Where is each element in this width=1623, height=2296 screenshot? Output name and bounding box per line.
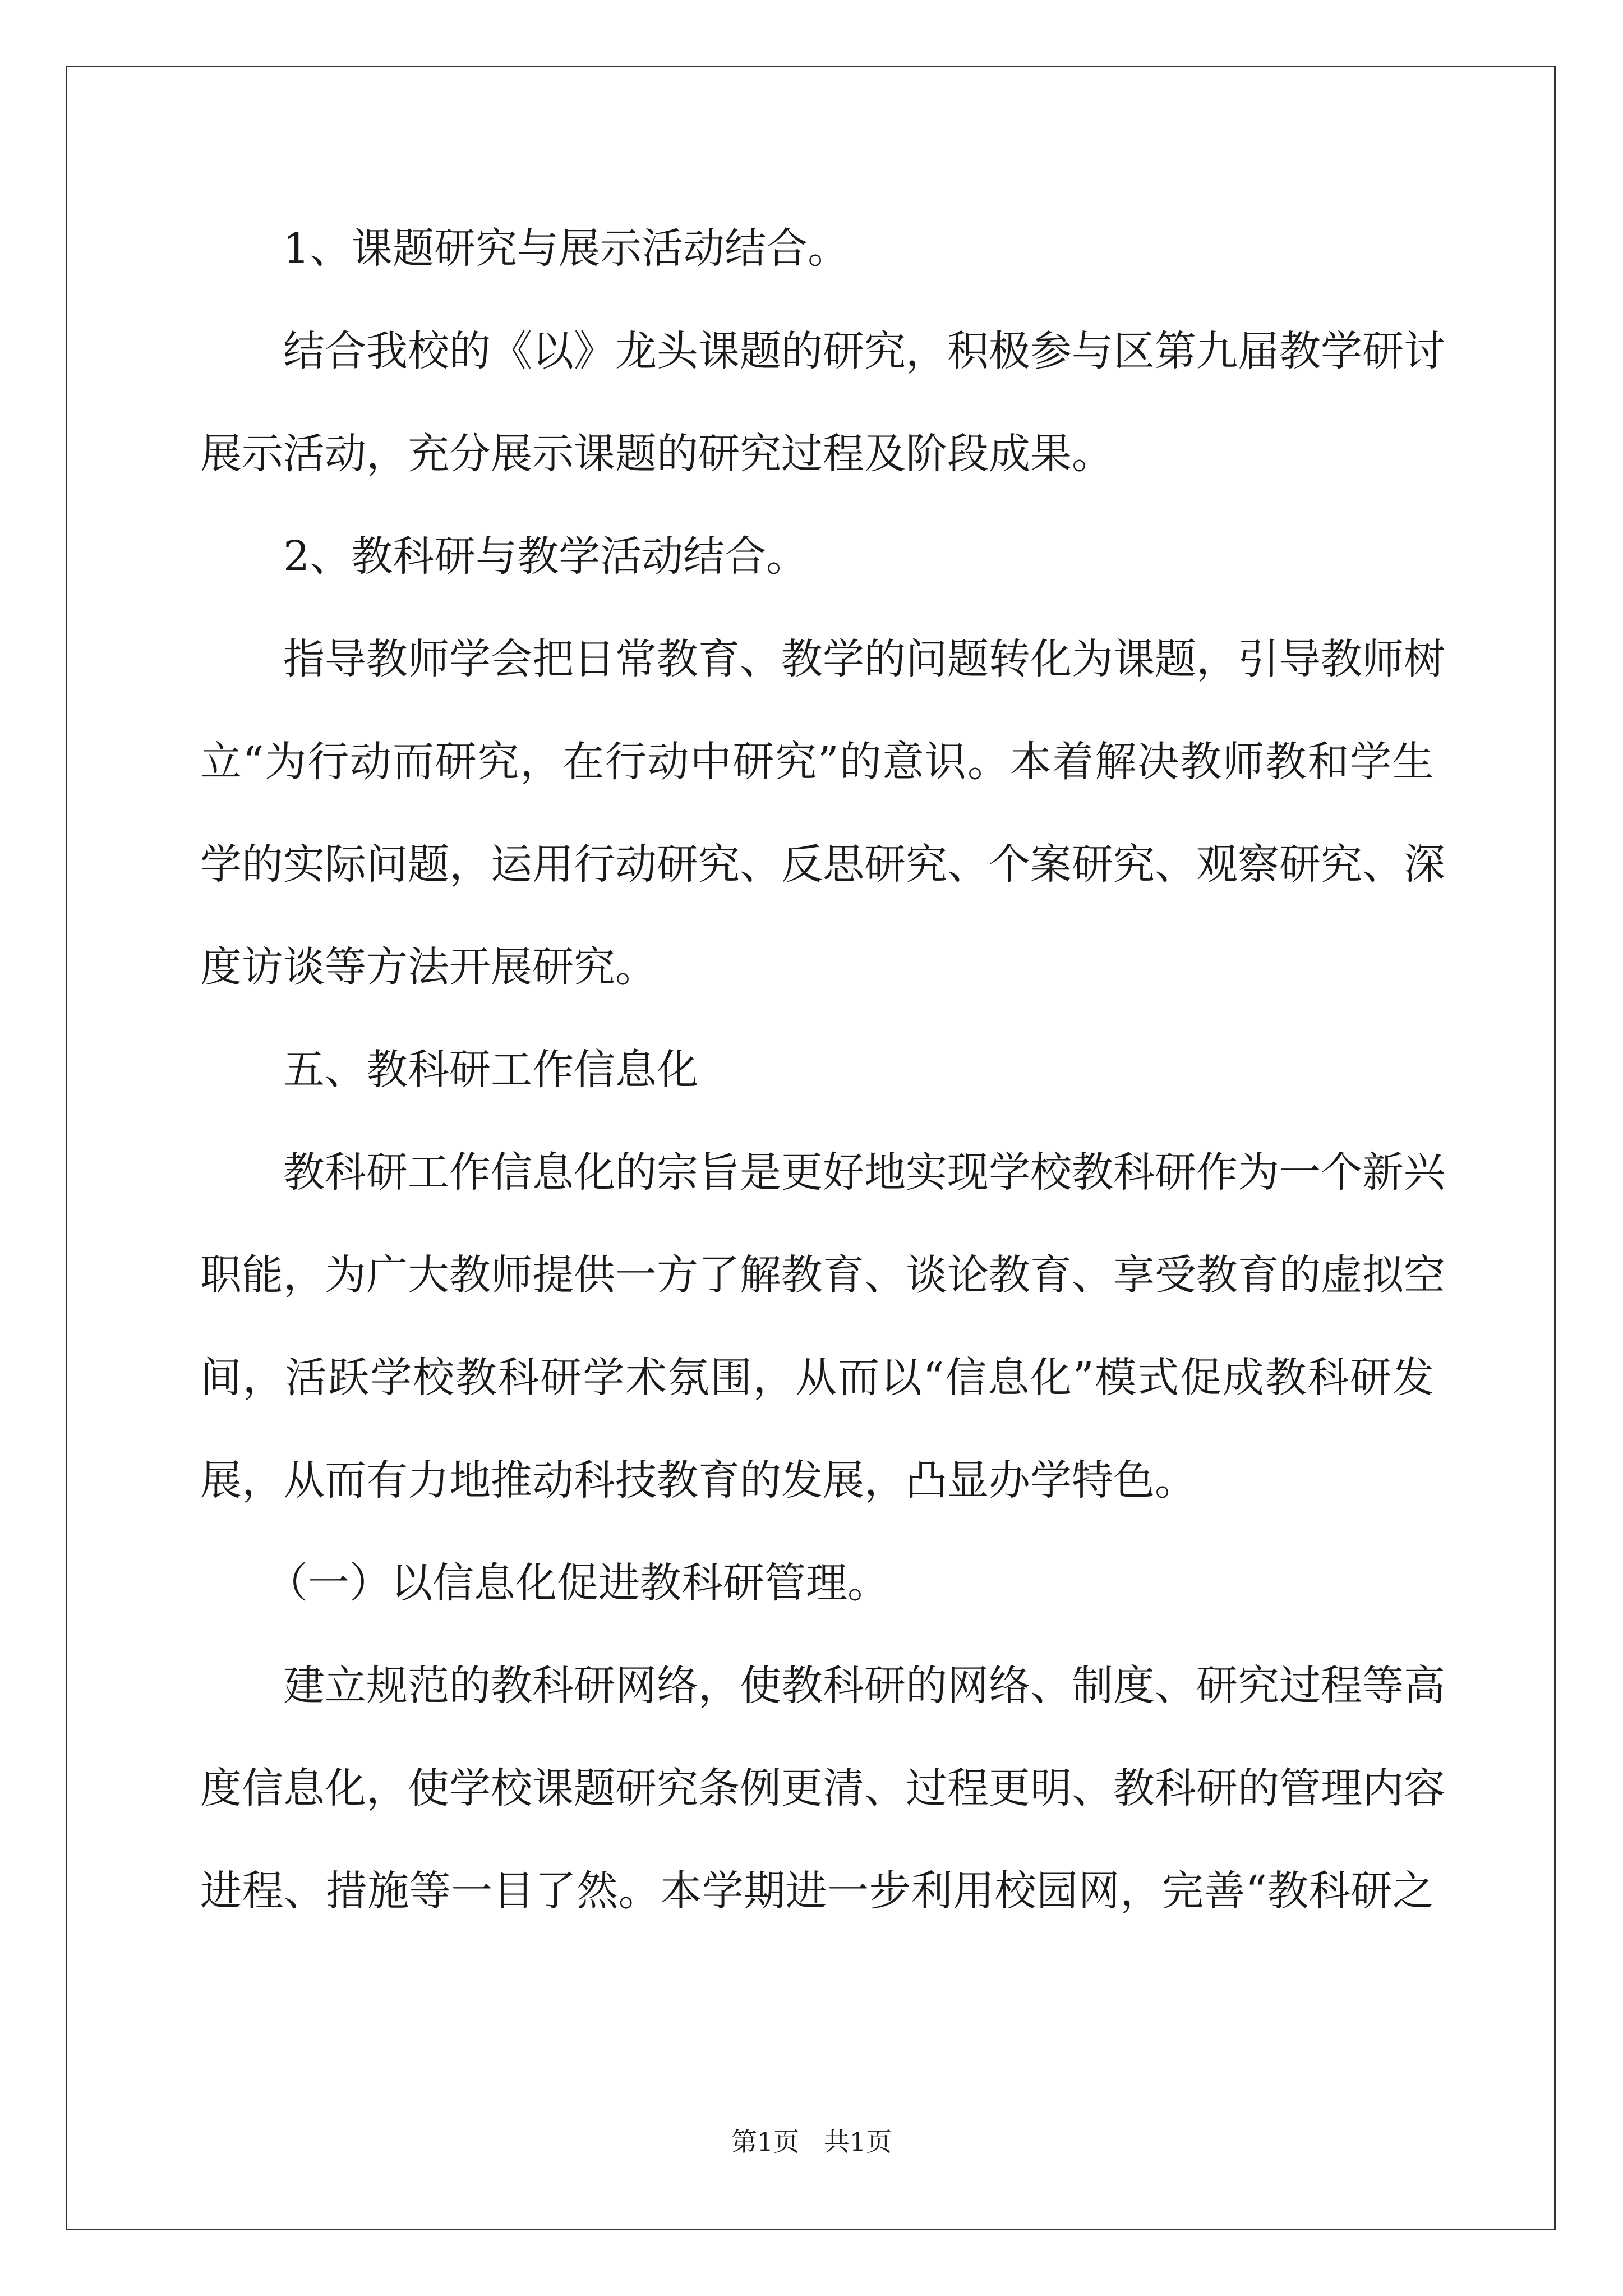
paragraph-line: 建立规范的教科研网络，使教科研的网络、制度、研究过程等高 — [283, 1662, 1445, 1710]
paragraph-line: 结合我校的《以》龙头课题的研究，积极参与区第九届教学研讨 — [283, 327, 1445, 375]
paragraph-line: 展，从而有力地推动科技教育的发展，凸显办学特色。 — [200, 1456, 1196, 1504]
paragraph-line: 学的实际问题，运用行动研究、反思研究、个案研究、观察研究、深 — [200, 840, 1445, 889]
paragraph-line: 职能，为广大教师提供一方了解教育、谈论教育、享受教育的虚拟空 — [200, 1251, 1445, 1299]
paragraph-line: 度信息化，使学校课题研究条例更清、过程更明、教科研的管理内容 — [200, 1764, 1445, 1812]
paragraph-line: 度访谈等方法开展研究。 — [200, 943, 657, 991]
section-heading: 五、教科研工作信息化 — [283, 1046, 698, 1094]
paragraph-line: 展示活动，充分展示课题的研究过程及阶段成果。 — [200, 430, 1113, 478]
paragraph-line: 2、教科研与教学活动结合。 — [283, 532, 808, 581]
paragraph-line: 1、课题研究与展示活动结合。 — [283, 224, 850, 273]
paragraph-line: 间，活跃学校教科研学术氛围，从而以“信息化”模式促成教科研发 — [200, 1354, 1434, 1402]
paragraph-line: 进程、措施等一目了然。本学期进一步利用校园网，完善“教科研之 — [200, 1867, 1434, 1915]
paragraph-line: 指导教师学会把日常教育、教学的问题转化为课题，引导教师树 — [283, 635, 1445, 683]
paragraph-line: 立“为行动而研究，在行动中研究”的意识。本着解决教师教和学生 — [200, 738, 1434, 786]
subsection-heading: （一）以信息化促进教科研管理。 — [266, 1559, 889, 1607]
page-number: 第1页 共1页 — [731, 2127, 892, 2157]
paragraph-line: 教科研工作信息化的宗旨是更好地实现学校教科研作为一个新兴 — [283, 1148, 1445, 1197]
